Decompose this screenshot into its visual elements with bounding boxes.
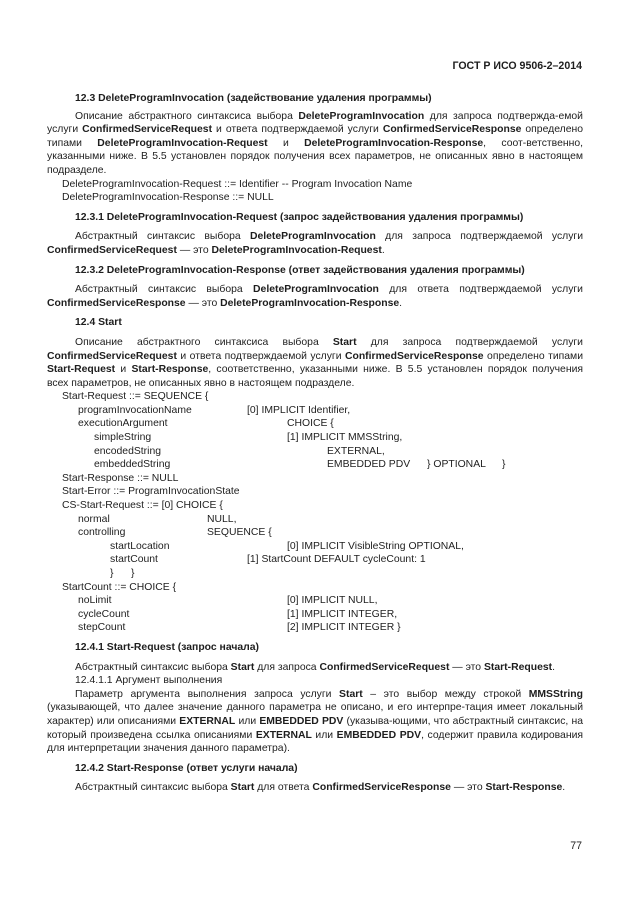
code-line: StartCount ::= CHOICE { xyxy=(62,581,177,593)
heading-12-4: 12.4 Start xyxy=(75,317,122,329)
code-line: programInvocationName [0] IMPLICIT Identifier, xyxy=(78,404,351,416)
heading-12-4-1: 12.4.1 Start-Request (запрос начала) xyxy=(75,641,260,653)
code-line: encodedString EXTERNAL, xyxy=(94,445,385,457)
code-line: Start-Request ::= SEQUENCE { xyxy=(62,391,209,403)
heading-12-3-1: 12.3.1 DeleteProgramInvocation-Request (запрос задействования удаления программы) xyxy=(75,211,524,223)
page-content xyxy=(47,92,583,795)
code-line: simpleString [1] IMPLICIT MMSString, xyxy=(94,432,403,444)
para-12-3-1: Абстрактный синтаксис выбора DeleteProgramInvocation для запроса подтверждаемой услуги ConfirmedServiceRequest — это DeleteProgramInvocation-Request. xyxy=(47,231,583,256)
code-line: noLimit [0] IMPLICIT NULL, xyxy=(78,595,378,607)
page-number: 77 xyxy=(570,840,582,852)
heading-12-3: 12.3 DeleteProgramInvocation (задействование удаления программы) xyxy=(75,93,432,104)
asn-def: DeleteProgramInvocation-Request ::= Identifier -- Program Invocation Name xyxy=(62,178,413,190)
heading-12-4-2: 12.4.2 Start-Response (ответ услуги начала) xyxy=(75,762,298,774)
para-12-3: Описание абстрактного синтаксиса выбора DeleteProgramInvocation для запроса подтвержда-емой услуги ConfirmedServiceRequest и ответа подтверждаемой услуги ConfirmedServiceResponse определено типами DeleteProgramInvocation-Request и DeleteProgramInvocation-Response, соот-ветственно, указанными ниже. В 5.5 установлен порядок получения всех параметров, не описанных явно в настоящем подразделе. xyxy=(47,110,583,176)
subheading-12-4-1-1: 12.4.1.1 Аргумент выполнения xyxy=(75,675,223,687)
code-line: embeddedString EMBEDDED PDV } OPTIONAL } xyxy=(94,459,506,471)
code-line: stepCount [2] IMPLICIT INTEGER } xyxy=(78,622,401,634)
code-line: startLocation [0] IMPLICIT VisibleString OPTIONAL, xyxy=(110,540,464,552)
code-line: cycleCount [1] IMPLICIT INTEGER, xyxy=(78,608,398,620)
code-line: controlling SEQUENCE { xyxy=(78,527,272,539)
code-line: } } xyxy=(110,568,135,579)
para-12-4-1-1: Параметр аргумента выполнения запроса услуги Start – это выбор между строкой MMSString (указывающей, что далее значение данного параметра не описано, и его интерпре-тация имеет локальный характер) или описаниями EXTERNAL или EMBEDDED PDV (указыва-ющими, что абстрактный синтаксис, на который произведена ссылка описаниями EXTERNAL или EMBEDDED PDV, содержит правила кодирования для интерпретации значения данного параметра). xyxy=(47,688,584,755)
asn-def: DeleteProgramInvocation-Response ::= NULL xyxy=(62,192,274,204)
code-line: executionArgument CHOICE { xyxy=(78,418,334,430)
heading-12-3-2: 12.3.2 DeleteProgramInvocation-Response (ответ задействования удаления программы) xyxy=(75,264,525,276)
asn-code-block xyxy=(47,390,583,635)
code-line: CS-Start-Request ::= [0] CHOICE { xyxy=(62,500,223,512)
code-line: Start-Error ::= ProgramInvocationState xyxy=(62,486,240,498)
para-12-4-2: Абстрактный синтаксис выбора Start для ответа ConfirmedServiceResponse — это Start-Response. xyxy=(75,782,566,794)
standard-header: ГОСТ Р ИСО 9506-2–2014 xyxy=(452,60,582,72)
code-line: startCount [1] StartCount DEFAULT cycleCount: 1 xyxy=(110,554,426,566)
para-12-4-1: Абстрактный синтаксис выбора Start для запроса ConfirmedServiceRequest — это Start-Request. xyxy=(75,661,555,673)
code-line: normal NULL, xyxy=(78,513,237,525)
para-12-4: Описание абстрактного синтаксиса выбора Start для запроса подтверждаемой услуги ConfirmedServiceRequest и ответа подтверждаемой услуги ConfirmedServiceResponse определено типами Start-Request и Start-Response, соответственно, указанными ниже. В 5.5 установлен порядок получения всех параметров, не описанных явно в настоящем подразделе. xyxy=(47,336,583,389)
para-12-3-2: Абстрактный синтаксис выбора DeleteProgramInvocation для ответа подтверждаемой услуги ConfirmedServiceResponse — это DeleteProgramInvocation-Response. xyxy=(47,284,583,309)
code-line: Start-Response ::= NULL xyxy=(62,472,179,484)
